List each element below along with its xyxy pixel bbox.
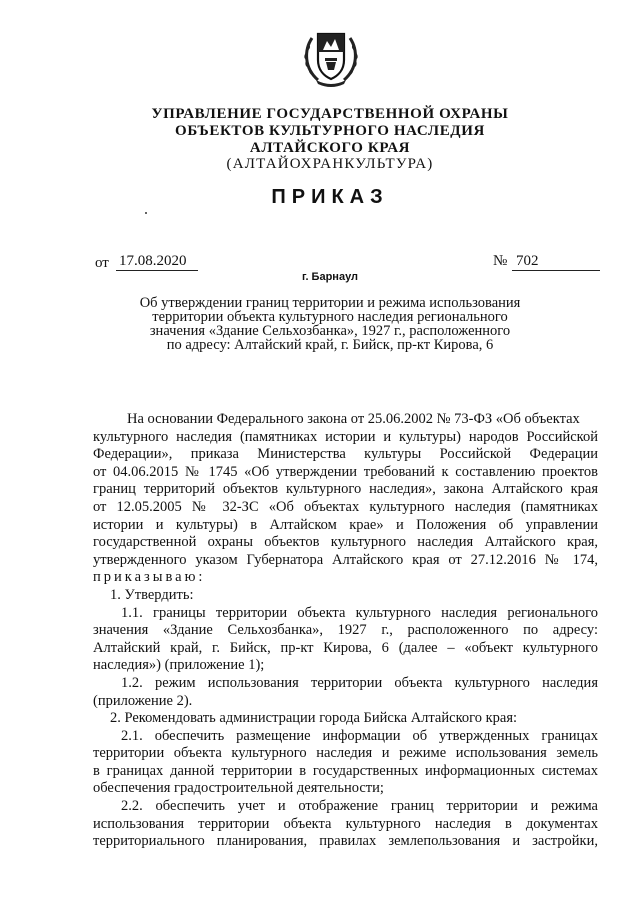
clause-text-line: территории объекта культурного наследия и режиме использования земель: [93, 745, 598, 762]
preamble-line: культурного наследия (памятниках истории и культуры) народов Российской: [93, 428, 598, 445]
preamble-line: На основании Федерального закона от 25.06.2002 № 73-ФЗ «Об объектах: [127, 411, 580, 427]
clause-1-2: 1.2. режим использования территории объекта культурного наследия: [121, 674, 598, 691]
document-date: 17.08.2020: [116, 253, 198, 271]
clause-text-line: обеспечения градостроительной деятельности;: [93, 780, 384, 797]
document-type-title: ПРИКАЗ: [271, 186, 389, 208]
document-city: г. Барнаул: [301, 271, 359, 283]
subject-line: по адресу: Алтайский край, г. Бийск, пр-кт Кирова, 6: [166, 337, 494, 353]
preamble-line: от 12.05.2005 № 32-ЗС «Об объектах культурного наследия (памятниках: [93, 498, 598, 515]
preamble-line: утвержденного указом Губернатора Алтайского края от 27.12.2016 № 174,: [93, 551, 598, 568]
clause-text-line: (приложение 2).: [93, 692, 193, 709]
clause-2-1: 2.1. обеспечить размещение информации об утвержденных границах: [121, 727, 598, 744]
org-short-name: (АЛТАЙОХРАНКУЛЬТУРА): [226, 156, 434, 172]
clause-text-line: наследия») (приложение 1);: [93, 657, 265, 674]
clause-2: 2. Рекомендовать администрации города Бийска Алтайского края:: [110, 710, 518, 727]
clause-text-line: значения «Здание Сельхозбанка», 1927 г., расположенного по адресу:: [93, 622, 598, 639]
subject-line: значения «Здание Сельхозбанка», 1927 г., расположенного: [149, 323, 511, 339]
clause-text-line: использования территории объекта культурного наследия в документах: [93, 815, 598, 832]
coat-of-arms-emblem: [298, 24, 364, 90]
document-number: 702: [512, 253, 600, 271]
number-label: №: [493, 253, 508, 269]
decree-word: приказываю:: [93, 569, 206, 586]
clause-text-line: территориального планирования, правилах землепользования и застройки,: [93, 833, 598, 850]
org-name-line-1: УПРАВЛЕНИЕ ГОСУДАРСТВЕННОЙ ОХРАНЫ: [151, 106, 509, 122]
clause-1: 1. Утвердить:: [110, 586, 194, 603]
preamble-line: границ территорий объектов культурного наследия», закона Алтайского края: [93, 481, 598, 498]
clause-text-line: Алтайский край, г. Бийск, пр-кт Кирова, 6 (далее – «объект культурного: [93, 639, 598, 656]
document-body: [93, 411, 598, 851]
org-name-line-2: ОБЪЕКТОВ КУЛЬТУРНОГО НАСЛЕДИЯ: [175, 123, 485, 139]
clause-text-line: в границах данной территории в государственных информационных системах: [93, 762, 598, 779]
subject-line: Об утверждении границ территории и режима использования: [139, 295, 521, 311]
preamble-line: Федерации», приказа Министерства культуры Российской Федерации: [93, 446, 598, 463]
document-subject: [110, 296, 550, 352]
preamble-line: истории и культуры) в Алтайском крае» и Положения об управлении: [93, 516, 598, 533]
preamble-line: государственной охраны объектов культурного наследия Алтайского края,: [93, 534, 598, 551]
preamble-line: от 04.06.2015 № 1745 «Об утверждении требований к составлению проектов: [93, 463, 598, 480]
date-label: от: [95, 255, 109, 271]
scan-dot: [145, 212, 147, 214]
clause-2-2: 2.2. обеспечить учет и отображение границ территории и режима: [121, 798, 598, 815]
clause-1-1: 1.1. границы территории объекта культурного наследия регионального: [121, 604, 598, 621]
org-name-line-3: АЛТАЙСКОГО КРАЯ: [249, 140, 411, 156]
subject-line: территории объекта культурного наследия регионального: [152, 309, 508, 325]
